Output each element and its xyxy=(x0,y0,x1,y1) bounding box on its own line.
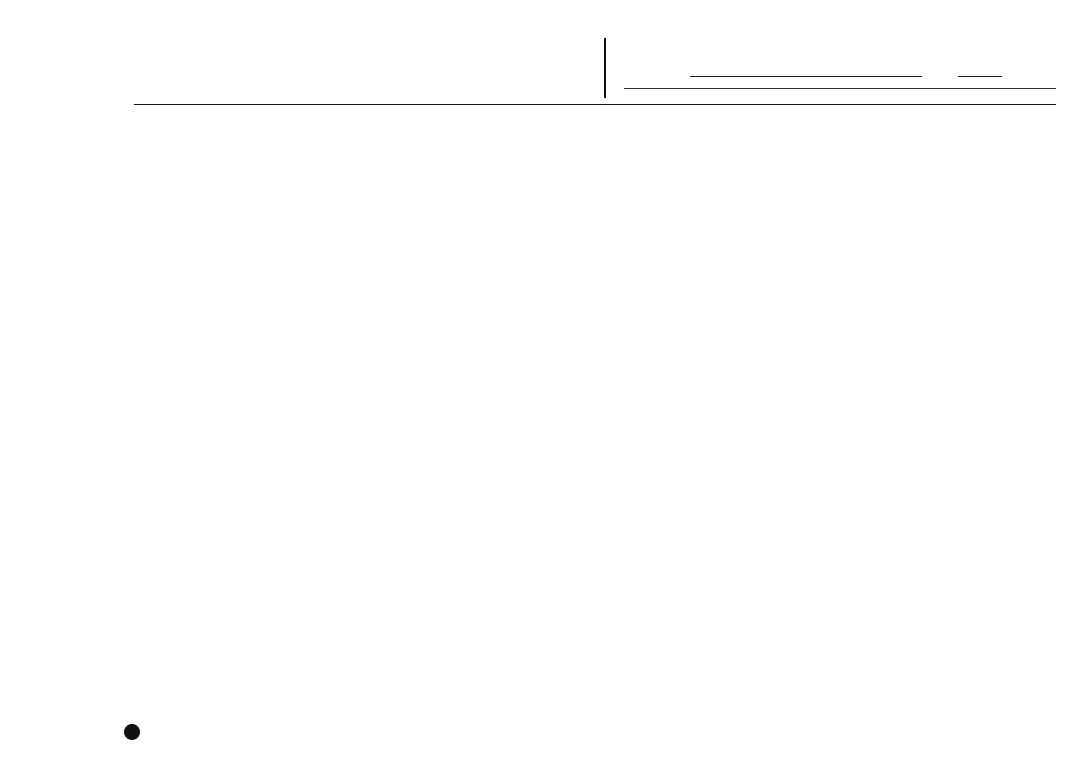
header-bedrijfsklasse xyxy=(138,128,154,196)
publisher-logo-icon xyxy=(124,724,140,740)
header-bedrijfsgroep xyxy=(164,128,180,196)
